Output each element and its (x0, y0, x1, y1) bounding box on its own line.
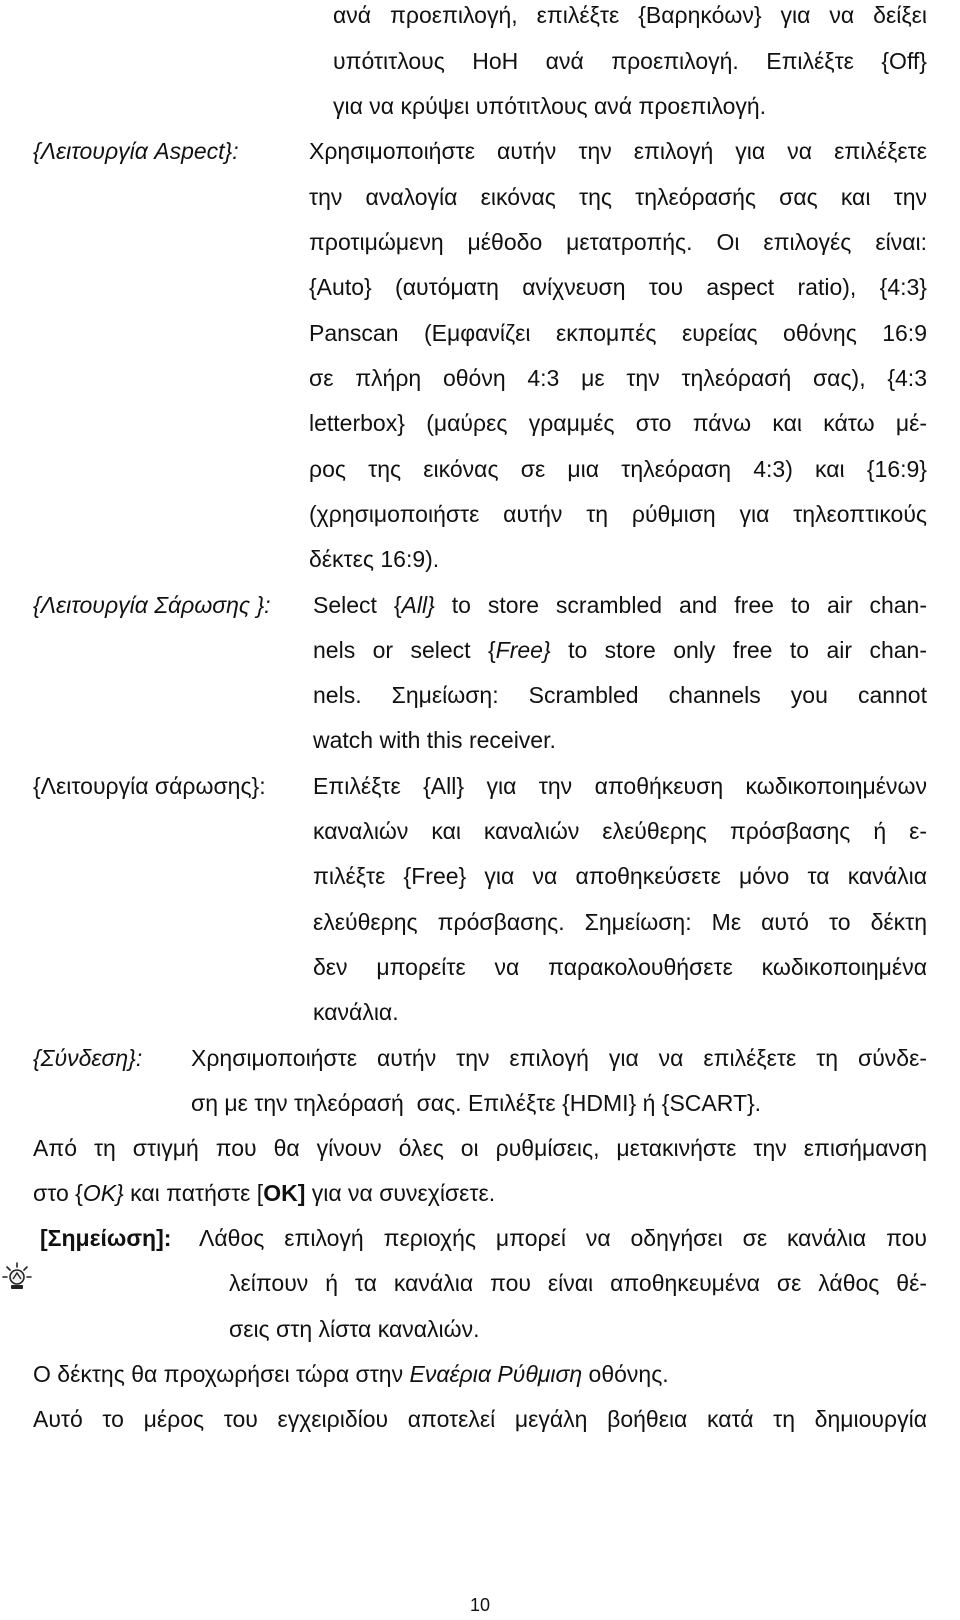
scan-en-line-4: watch with this receiver. (313, 727, 556, 753)
aspect-line: Panscan (Εμφανίζει εκπομπές ευρείας οθόνης 16:9 (309, 320, 927, 346)
aspect-line: σε πλήρη οθόνη 4:3 με την τηλεόρασή σας), {4:3 (309, 365, 927, 391)
note-label: [Σημείωση]: (40, 1225, 172, 1251)
connection-line: ση με την τηλεόρασή σας. Επιλέξτε {HDMI} ή {SCART}. (191, 1090, 762, 1116)
scan-gr-line: ελεύθερης πρόσβασης. Σημείωση: Με αυτό το δέκτη (313, 909, 927, 935)
intro-line-3: για να κρύψει υπότιτλους ανά προεπιλογή. (333, 93, 767, 119)
aspect-line: την αναλογία εικόνας της τηλεόρασής σας και την (309, 184, 927, 210)
aspect-line: δέκτες 16:9). (309, 546, 440, 572)
scan-gr-line: καναλιών και καναλιών ελεύθερης πρόσβασης ή ε- (313, 818, 927, 844)
scan-en-line-2: nels or select {Free} to store only free to air chan- (313, 637, 927, 663)
intro-line-2: υπότιτλους HoH ανά προεπιλογή. Επιλέξτε {Off} (333, 48, 927, 74)
scan-gr-line: δεν μπορείτε να παρακολουθήσετε κωδικοποιημένα (313, 954, 927, 980)
aspect-line: Χρησιμοποιήστε αυτήν την επιλογή για να επιλέξετε (309, 138, 927, 164)
note-line: λείπουν ή τα κανάλια που είναι αποθηκευμένα σε λάθος θέ- (229, 1270, 927, 1296)
note-bulb-icon (2, 1262, 32, 1292)
scan-gr-line: πιλέξτε {Free} για να αποθηκεύσετε μόνο τα κανάλια (313, 863, 927, 889)
ok-para-line-1: Από τη στιγμή που θα γίνουν όλες οι ρυθμίσεις, μετακινήστε την επισήμανση (33, 1135, 927, 1161)
ok-para-line-2: στο {OK} και πατήστε [OK] για να συνεχίσετε. (33, 1180, 496, 1206)
note-line: σεις στη λίστα καναλιών. (229, 1316, 480, 1342)
scan-gr-line: κανάλια. (313, 999, 399, 1025)
scan-en-line-3: nels. Σημείωση: Scrambled channels you cannot (313, 682, 927, 708)
connection-term: {Σύνδεση}: (33, 1045, 143, 1071)
connection-line: Χρησιμοποιήστε αυτήν την επιλογή για να επιλέξετε τη σύνδε- (191, 1045, 927, 1071)
aspect-line: (χρησιμοποιήστε αυτήν τη ρύθμιση για τηλεοπτικούς (309, 501, 927, 527)
last-line: Αυτό το μέρος του εγχειριδίου αποτελεί μεγάλη βοήθεια κατά τη δημιουργία (33, 1406, 927, 1432)
scan-en-line-1: Select {All} to store scrambled and free to air chan- (313, 592, 927, 618)
scan-en-term: {Λειτουργία Σάρωσης }: (33, 592, 271, 618)
aspect-line: ρος της εικόνας σε μια τηλεόραση 4:3) και {16:9} (309, 456, 927, 482)
aspect-line: {Auto} (αυτόματη ανίχνευση του aspect ratio), {4:3} (309, 274, 927, 300)
aspect-line: letterbox} (μαύρες γραμμές στο πάνω και κάτω μέ- (309, 410, 927, 436)
aspect-term: {Λειτουργία Aspect}: (33, 138, 239, 164)
receiver-para: Ο δέκτης θα προχωρήσει τώρα στην Εναέρια Ρύθμιση οθόνης. (33, 1361, 669, 1387)
aspect-line: προτιμώμενη μέθοδο μετατροπής. Οι επιλογές είναι: (309, 229, 927, 255)
intro-line-1: ανά προεπιλογή, επιλέξτε {Βαρηκόων} για να δείξει (333, 2, 927, 28)
note-line: Λάθος επιλογή περιοχής μπορεί να οδηγήσει σε κανάλια που (199, 1225, 927, 1251)
page-number: 10 (469, 1595, 491, 1615)
scan-gr-line: Επιλέξτε {All} για την αποθήκευση κωδικοποιημένων (313, 773, 927, 799)
scan-gr-term: {Λειτουργία σάρωσης}: (33, 773, 266, 799)
